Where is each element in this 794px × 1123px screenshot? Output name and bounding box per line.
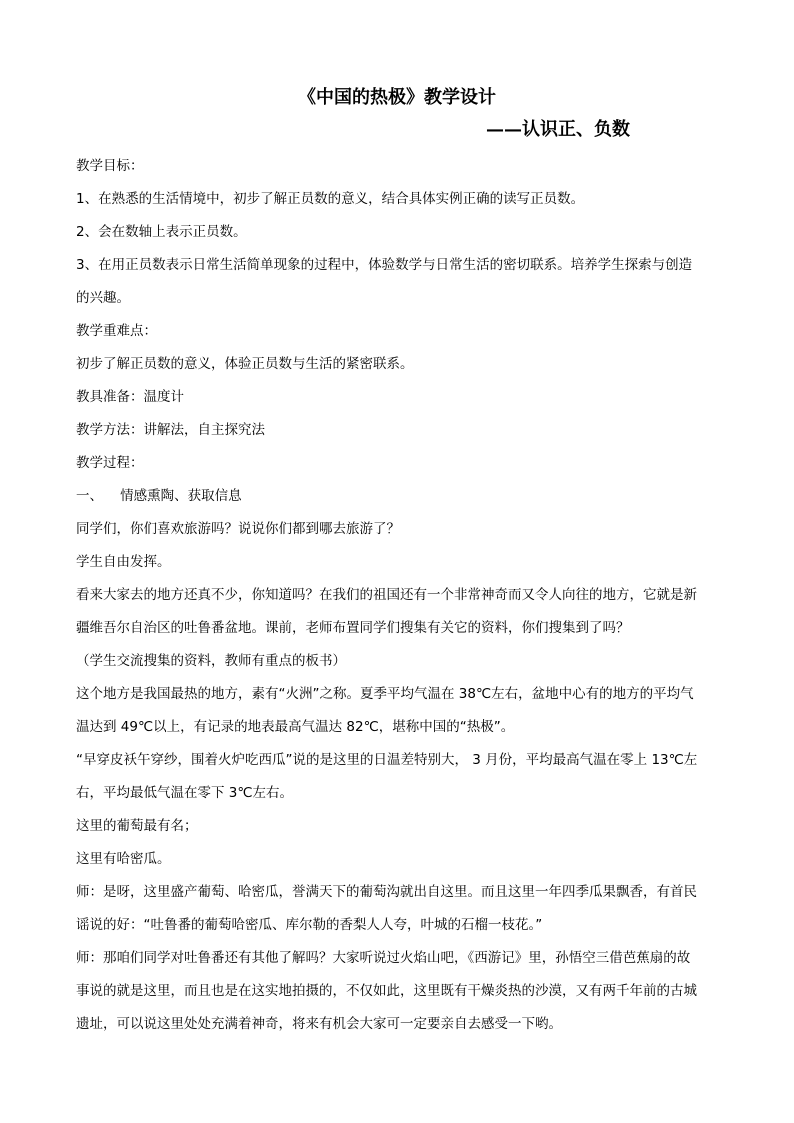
paragraph-line: 这里的葡萄最有名； [76,818,198,834]
paragraph-line: 教学方法：讲解法，自主探究法 [76,422,265,438]
paragraph-line: 温达到 49℃以上，有记录的地表最高气温达 82℃，堪称中国的“热极”。 [76,719,515,735]
paragraph-line: 教学过程： [76,455,144,471]
paragraph-line: 右，平均最低气温在零下 3℃左右。 [76,785,294,801]
document-subtitle: ——认识正、负数 [486,119,630,140]
paragraph-line: 同学们，你们喜欢旅游吗？说说你们都到哪去旅游了？ [76,521,400,537]
paragraph-line: 这里有哈密瓜。 [76,851,171,867]
paragraph-line: 教学目标： [76,158,144,174]
paragraph-line: 教学重难点： [76,323,157,339]
section-heading: 一、 情感熏陶、获取信息 [76,488,242,504]
document-title: 《中国的热极》教学设计 [298,87,496,108]
paragraph-line: 教具准备：温度计 [76,389,184,405]
paragraph-line: 疆维吾尔自治区的吐鲁番盆地。课前，老师布置同学们搜集有关它的资料，你们搜集到了吗？ [76,620,630,636]
paragraph-line: “早穿皮袄午穿纱，围着火炉吃西瓜”说的是这里的日温差特别大， 3 月份，平均最高气温在零上 13℃左 [76,752,698,768]
paragraph-line: 学生自由发挥。 [76,554,171,570]
paragraph-line: 遗址，可以说这里处处充满着神奇，将来有机会大家可一定要亲自去感受一下哟。 [76,1016,562,1032]
paragraph-line: 初步了解正员数的意义，体验正员数与生活的紧密联系。 [76,356,414,372]
document-body [76,150,726,1041]
paragraph-line: 看来大家去的地方还真不少，你知道吗？在我们的祖国还有一个非常神奇而又令人向往的地方，它就是新 [76,587,697,603]
paragraph-line: 这个地方是我国最热的地方，素有“火洲”之称。夏季平均气温在 38℃左右，盆地中心有的地方的平均气 [76,686,694,702]
paragraph-line: 师：是呀，这里盛产葡萄、哈密瓜，誉满天下的葡萄沟就出自这里。而且这里一年四季瓜果飘香，有首民 [76,884,697,900]
paragraph-line: 1、在熟悉的生活情境中，初步了解正员数的意义，结合具体实例正确的读写正员数。 [76,191,585,207]
paragraph-line: 的兴趣。 [76,290,130,306]
paragraph-line: 2、会在数轴上表示正员数。 [76,224,247,240]
paragraph-line: 师：那咱们同学对吐鲁番还有其他了解吗？大家听说过火焰山吧，《西游记》里，孙悟空三借芭蕉扇的故 [76,950,691,966]
paragraph-line: 谣说的好：“吐鲁番的葡萄哈密瓜、库尔勒的香梨人人夸，叶城的石榴一枝花。” [76,917,543,933]
paragraph-line: 事说的就是这里，而且也是在这实地拍摄的，不仅如此，这里既有干燥炎热的沙漠，又有两千年前的古城 [76,983,697,999]
paragraph-line: （学生交流搜集的资料，教师有重点的板书） [76,653,346,669]
paragraph-line: 3、在用正员数表示日常生活简单现象的过程中，体验数学与日常生活的密切联系。培养学生探索与创造 [76,257,693,273]
